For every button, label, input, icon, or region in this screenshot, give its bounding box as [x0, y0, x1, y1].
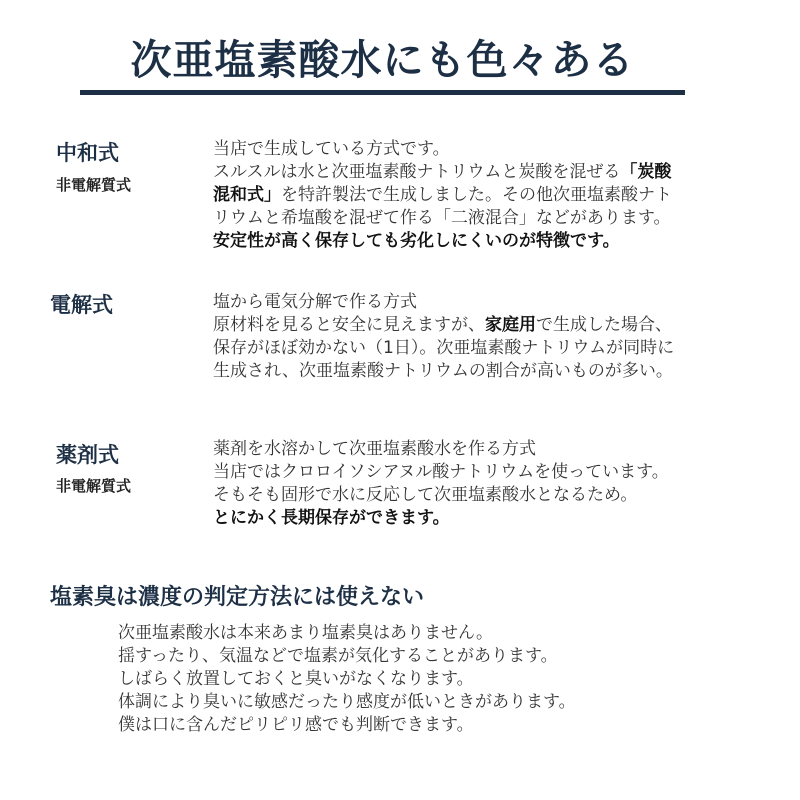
desc-line: 安定性が高く保存しても劣化しにくいのが特徴です。: [213, 231, 620, 251]
desc-line: 原材料を見ると安全に見えますが、家庭用で生成した場合、: [213, 315, 672, 335]
method-desc-neutralization: [213, 138, 672, 253]
method-desc-chemical: [213, 438, 669, 530]
method-sub-neutralization: 非電解質式: [56, 176, 132, 194]
note-line: 体調により臭いに敏感だったり感度が低いときがあります。: [118, 692, 576, 712]
note-line: 揺すったり、気温などで塩素が気化することがあります。: [118, 646, 558, 666]
method-name-electrolysis: 電解式: [50, 293, 113, 317]
chlorine-notes: [118, 622, 576, 737]
desc-line: とにかく長期保存ができます。: [213, 508, 450, 528]
title-underline: [80, 90, 685, 95]
desc-line: リウムと希塩酸を混ぜて作る「二液混合」などがあります。: [213, 208, 671, 228]
page-title: 次亜塩素酸水にも色々ある: [130, 36, 635, 84]
desc-line: 当店で生成している方式です。: [213, 139, 450, 159]
chlorine-heading: 塩素臭は濃度の判定方法には使えない: [50, 585, 425, 610]
method-sub-chemical: 非電解質式: [56, 477, 132, 495]
desc-line: 生成され、次亜塩素酸ナトリウムの割合が高いものが多い。: [213, 361, 673, 381]
method-name-chemical: 薬剤式: [56, 443, 119, 467]
note-line: 次亜塩素酸水は本来あまり塩素臭はありません。: [118, 623, 494, 643]
desc-line: 薬剤を水溶かして次亜塩素酸水を作る方式: [213, 439, 536, 459]
desc-line: 塩から電気分解で作る方式: [213, 292, 417, 312]
desc-line: 混和式」を特許製法で生成しました。その他次亜塩素酸ナト: [213, 185, 672, 205]
desc-line: スルスルは水と次亜塩素酸ナトリウムと炭酸を混ぜる「炭酸: [213, 162, 672, 182]
method-name-neutralization: 中和式: [56, 141, 119, 165]
note-line: 僕は口に含んだピリピリ感でも判断できます。: [118, 715, 474, 735]
note-line: しばらく放置しておくと臭いがなくなります。: [118, 669, 474, 689]
desc-line: 保存がほぼ効かない（1日）。次亜塩素酸ナトリウムが同時に: [213, 338, 675, 358]
method-desc-electrolysis: [213, 291, 674, 383]
desc-line: そもそも固形で水に反応して次亜塩素酸水となるため。: [213, 485, 638, 505]
desc-line: 当店ではクロロイソシアヌル酸ナトリウムを使っています。: [213, 462, 669, 482]
